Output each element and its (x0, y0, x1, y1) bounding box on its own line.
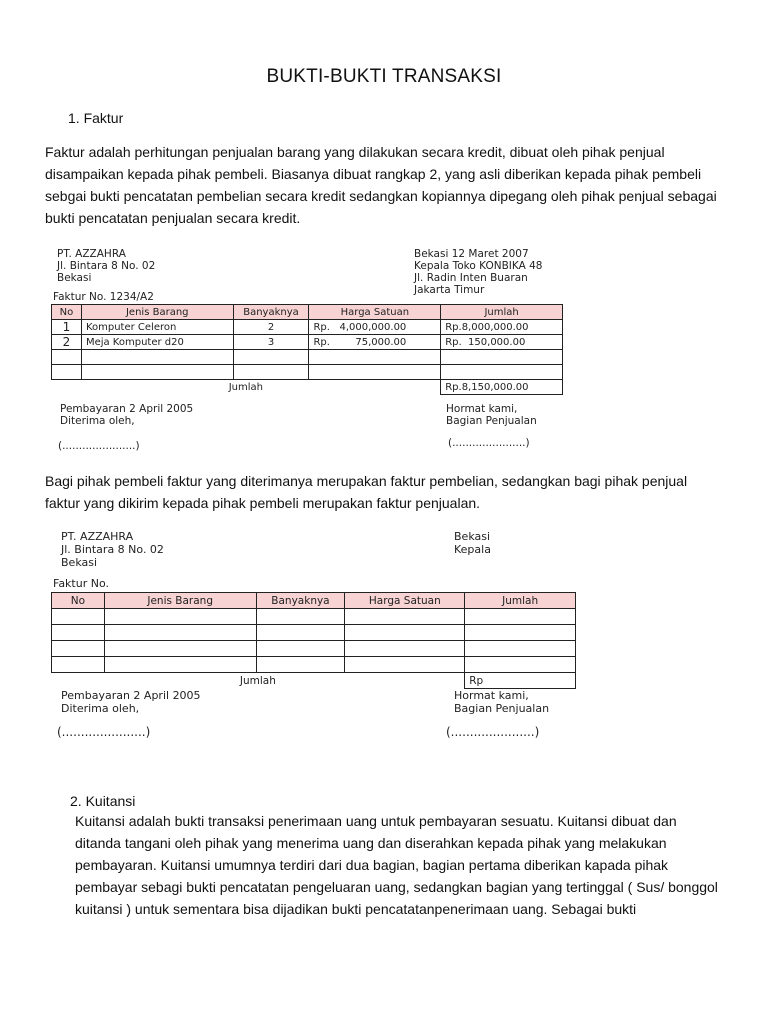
invoice2-number: Faktur No. (53, 577, 109, 590)
paragraph-line: bukti pencatatan penjualan secara kredit. (45, 210, 301, 226)
invoice2-table (51, 592, 576, 689)
faktur-paragraph (45, 141, 745, 229)
buyer-city: Jakarta Timur (414, 284, 485, 296)
paragraph-line: Bagi pihak pembeli faktur yang diterimanya merupakan faktur pembelian, sedangkan bagi pihak penjual (45, 473, 688, 489)
row-currency: Rp. (313, 321, 330, 333)
seller-city: Bekasi (57, 272, 92, 284)
total-label: Jumlah (52, 673, 465, 689)
received-by: Diterima oleh, (61, 702, 140, 715)
invoice2-seller (61, 530, 164, 569)
invoice1-payment-block (60, 403, 193, 427)
buyer-name: Kepala (454, 543, 491, 556)
signature-left: (......................) (58, 440, 140, 452)
total-label: Jumlah (52, 380, 441, 395)
signature-right: (......................) (446, 725, 540, 739)
row-price-value: 75,000.00 (355, 336, 407, 348)
row-total: Rp.8,000,000.00 (441, 320, 563, 335)
header-no: No (52, 593, 105, 609)
invoice1-table (51, 304, 563, 395)
paragraph-line: Kuitansi adalah bukti transaksi penerimaan uang untuk pembayaran sesuatu. Kuitansi dibuat dan (75, 813, 677, 829)
row-total: Rp. 150,000.00 (441, 335, 563, 350)
header-item: Jenis Barang (81, 305, 233, 320)
buyer-address: Jl. Radin Inten Buaran (414, 272, 528, 284)
paragraph-line: kuitansi ) untuk sementara bisa dijadikan bukti pencatatanpenerimaan uang. Sebagai bukti (75, 901, 637, 917)
table-row-empty (52, 641, 576, 657)
row-item: Meja Komputer d20 (81, 335, 233, 350)
table-row-empty (52, 625, 576, 641)
invoice1-buyer (414, 248, 542, 296)
table-total-row (52, 380, 563, 395)
paragraph-line: Faktur adalah perhitungan penjualan barang yang dilakukan secara kredit, dibuat oleh pihak penjual (45, 144, 665, 160)
signature-left: (......................) (57, 725, 151, 739)
invoice1-regards-block (446, 403, 537, 427)
table-header-row (52, 593, 576, 609)
paragraph-line: disampaikan kepada pihak pembeli. Biasanya dibuat rangkap 2, yang asli diberikan kepada pihak pembeli (45, 166, 702, 182)
row-currency: Rp. (313, 336, 330, 348)
invoice1-seller (57, 248, 155, 284)
document-title: BUKTI-BUKTI TRANSAKSI (266, 66, 502, 87)
seller-address: Jl. Bintara 8 No. 02 (57, 260, 156, 272)
row-no: 1 (52, 320, 82, 335)
row-item: Komputer Celeron (81, 320, 233, 335)
header-qty: Banyaknya (256, 593, 345, 609)
invoice2-payment-block (61, 689, 201, 715)
invoice-city: Bekasi (454, 530, 491, 543)
total-value: Rp (465, 673, 576, 689)
row-qty: 3 (233, 335, 309, 350)
table-row-empty (52, 350, 563, 365)
seller-city: Bekasi (61, 556, 98, 569)
header-total: Jumlah (465, 593, 576, 609)
table-row (52, 320, 563, 335)
invoice2-regards-block (454, 689, 549, 715)
payment-date: Pembayaran 2 April 2005 (60, 403, 194, 415)
table-row-empty (52, 365, 563, 380)
header-total: Jumlah (441, 305, 563, 320)
section-heading-kuitansi: 2. Kuitansi (70, 793, 136, 809)
header-no: No (52, 305, 82, 320)
paragraph-line: ditanda tangani oleh pihak yang menerima uang dan diserahkan kepada pihak yang melakukan (75, 835, 667, 851)
header-price: Harga Satuan (309, 305, 441, 320)
table-row-empty (52, 657, 576, 673)
invoice1-number: Faktur No. 1234/A2 (53, 291, 154, 303)
row-qty: 2 (233, 320, 309, 335)
kuitansi-paragraph (75, 810, 745, 920)
buyer-name: Kepala Toko KONBIKA 48 (414, 260, 543, 272)
row-no: 2 (52, 335, 82, 350)
row-price (309, 335, 441, 350)
seller-name: PT. AZZAHRA (57, 248, 126, 260)
section-heading-faktur: 1. Faktur (68, 110, 124, 126)
sales-dept: Bagian Penjualan (446, 415, 537, 427)
row-price-value: 4,000,000.00 (339, 321, 407, 333)
header-qty: Banyaknya (233, 305, 309, 320)
seller-name: PT. AZZAHRA (61, 530, 134, 543)
row-price (309, 320, 441, 335)
paragraph-line: faktur yang dikirim kepada pihak pembeli merupakan faktur penjualan. (45, 495, 481, 511)
table-row (52, 335, 563, 350)
received-by: Diterima oleh, (60, 415, 135, 427)
sales-dept: Bagian Penjualan (454, 702, 550, 715)
paragraph-line: pembayar sebagi bukti pencatatan pengeluaran uang, sedangkan bagian yang tertinggal ( Sus/ bonggol (75, 879, 718, 895)
total-value: Rp.8,150,000.00 (441, 380, 563, 395)
regards-text: Hormat kami, (446, 403, 518, 415)
table-total-row (52, 673, 576, 689)
regards-text: Hormat kami, (454, 689, 529, 702)
paragraph-line: pembayaran. Kuitansi umumnya terdiri dari dua bagian, bagian pertama diberikan kapada pihak (75, 857, 669, 873)
signature-right: (......................) (448, 437, 530, 449)
invoice-date: Bekasi 12 Maret 2007 (414, 248, 529, 260)
middle-paragraph (45, 470, 745, 514)
table-row-empty (52, 609, 576, 625)
invoice2-buyer (454, 530, 491, 556)
payment-date: Pembayaran 2 April 2005 (61, 689, 201, 702)
header-item: Jenis Barang (104, 593, 256, 609)
seller-address: Jl. Bintara 8 No. 02 (61, 543, 164, 556)
header-price: Harga Satuan (345, 593, 465, 609)
paragraph-line: sebgai bukti pencatatan pembelian secara kredit sedangkan kopiannya dipegang oleh pihak penjual sebagai (45, 188, 717, 204)
table-header-row (52, 305, 563, 320)
